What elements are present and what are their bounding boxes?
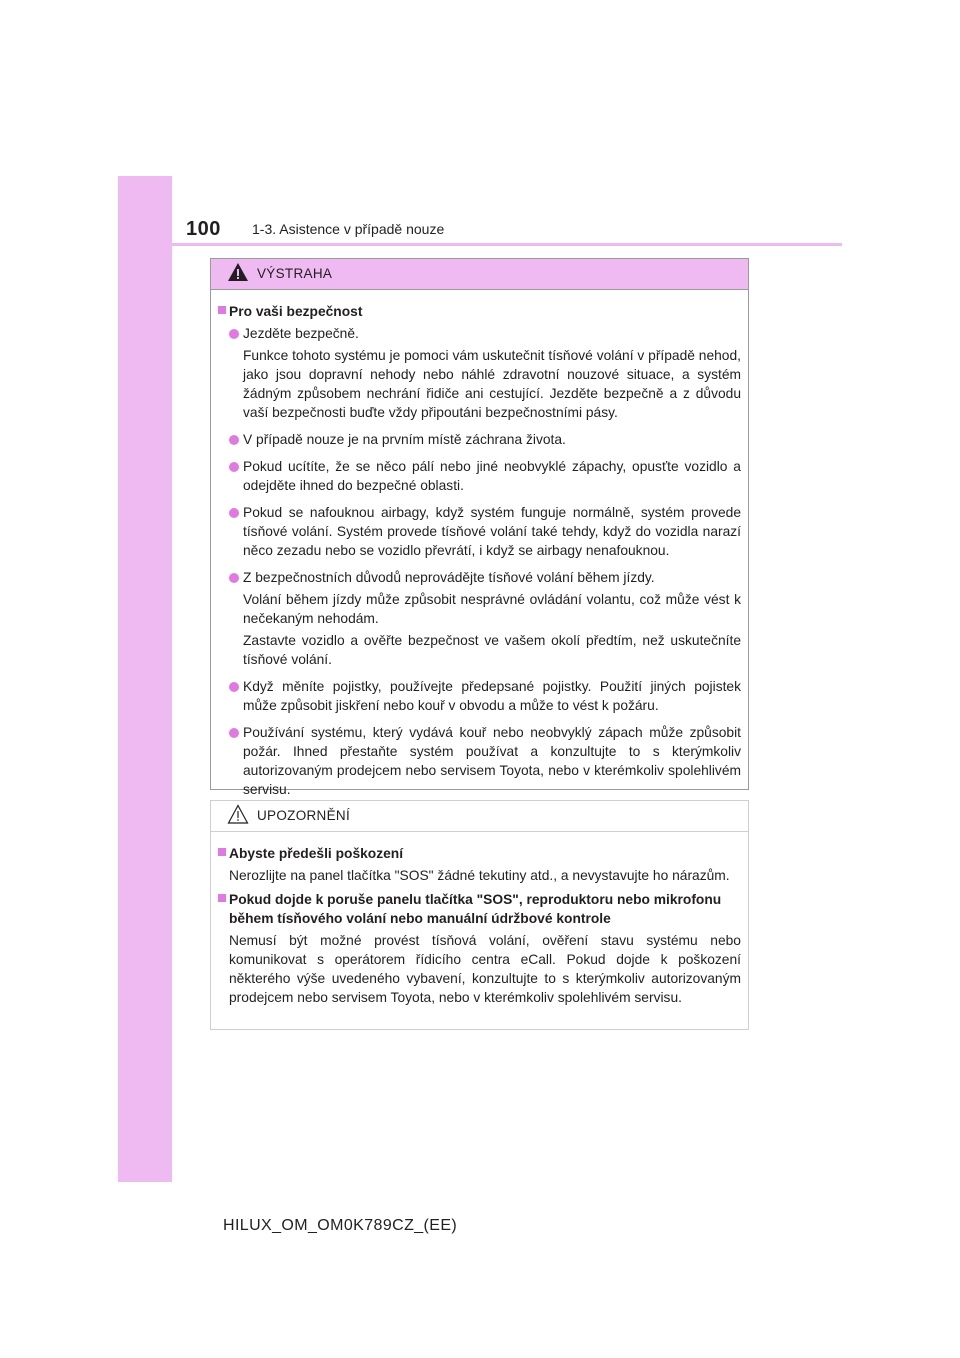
- bullet-icon: [229, 728, 239, 738]
- list-item-paragraph: Funkce tohoto systému je pomoci vám uskutečnit tísňové volání v případě nehod, jako jsou dopravní nehody nebo náhlé zdravotní nouzové situace, a systém žádným způsobem nechrání řidiče ani cestující. Jezděte bezpečně a z důvodu vaší bezpečnosti buďte vždy připoutáni bezpečnostními pásy.: [243, 348, 741, 420]
- list-item-text: Pokud se nafouknou airbagy, když systém funguje normálně, systém provede tísňové volání. Systém provede tísňové volání také tehdy, když do vozidla narazí něco zezadu nebo se vozidlo převrátí, i když se airbagy nenafouknou.: [243, 505, 741, 558]
- warning-label: VÝSTRAHA: [257, 266, 333, 281]
- list-item-text: Pokud ucítíte, že se něco pálí nebo jiné neobvyklé zápachy, opusťte vozidlo a odejděte ihned do bezpečné oblasti.: [243, 459, 741, 493]
- warning-triangle-icon: [227, 262, 249, 282]
- list-item: [218, 723, 741, 799]
- caution-paragraph: Nemusí být možné provést tísňová volání, ověření stavu systému nebo komunikovat s operátorem řídicího centra eCall. Pokud dojde k poškození některého výše uvedeného vybavení, konzultujte to s kterýmkoliv autorizovaným prodejcem nebo servisem Toyota, nebo v kterémkoliv spolehlivém servisu.: [229, 933, 741, 1005]
- warning-heading: [218, 302, 741, 321]
- bullet-icon: [229, 329, 239, 339]
- caution-paragraph: Nerozlijte na panel tlačítka "SOS" žádné tekutiny atd., a nevystavujte ho nárazům.: [229, 868, 730, 883]
- list-item-text: V případě nouze je na prvním místě záchrana života.: [243, 432, 566, 447]
- warning-content: [211, 290, 748, 799]
- square-bullet-icon: [218, 306, 226, 314]
- caution-heading-text: Abyste předešli poškození: [229, 846, 404, 861]
- list-item-paragraph: Volání během jízdy může způsobit nesprávné ovládání volantu, což může vést k nečekaným nehodám.: [243, 592, 741, 626]
- caution-label: UPOZORNĚNÍ: [257, 808, 351, 823]
- list-item: [218, 568, 741, 587]
- caution-heading: [218, 844, 741, 863]
- bullet-icon: [229, 682, 239, 692]
- warning-box: [210, 258, 749, 797]
- square-bullet-icon: [218, 848, 226, 856]
- bullet-icon: [229, 573, 239, 583]
- caution-heading-text: Pokud dojde k poruše panelu tlačítka "SOS", reproduktoru nebo mikrofonu během tísňového volání nebo manuální údržbové kontrole: [229, 892, 722, 926]
- header-rule: [172, 243, 842, 246]
- section-title: 1-3. Asistence v případě nouze: [252, 221, 445, 237]
- caution-content: [211, 832, 748, 1007]
- caution-box-header: [211, 801, 748, 832]
- list-item: [218, 457, 741, 495]
- side-color-band: [118, 176, 172, 1182]
- caution-box: [210, 800, 749, 1030]
- list-item: [218, 503, 741, 560]
- square-bullet-icon: [218, 894, 226, 902]
- list-item-text: Používání systému, který vydává kouř nebo neobvyklý zápach může způsobit požár. Ihned přestaňte systém používat a konzultujte to s kterýmkoliv autorizovaným prodejcem nebo servisem Toyota, nebo v kterémkoliv spolehlivém servisu.: [243, 725, 741, 797]
- page-number: 100: [186, 218, 221, 240]
- warning-box-header: [211, 259, 748, 290]
- bullet-icon: [229, 435, 239, 445]
- bullet-icon: [229, 508, 239, 518]
- caution-heading: [218, 890, 741, 928]
- list-item-text: Když měníte pojistky, používejte předepsané pojistky. Použití jiných pojistek může způsobit jiskření nebo kouř v obvodu a může to vést k požáru.: [243, 679, 741, 713]
- caution-triangle-icon: [227, 804, 249, 824]
- list-item: [218, 430, 741, 449]
- warning-heading-text: Pro vaši bezpečnost: [229, 304, 363, 319]
- document-code: HILUX_OM_OM0K789CZ_(EE): [223, 1217, 458, 1234]
- list-item: [218, 677, 741, 715]
- list-item-text: Jezděte bezpečně.: [243, 326, 359, 341]
- list-item: [218, 324, 741, 343]
- bullet-icon: [229, 462, 239, 472]
- list-item-text: Z bezpečnostních důvodů neprovádějte tísňové volání během jízdy.: [243, 570, 655, 585]
- list-item-paragraph: Zastavte vozidlo a ověřte bezpečnost ve vašem okolí předtím, než uskutečníte tísňové volání.: [243, 633, 741, 667]
